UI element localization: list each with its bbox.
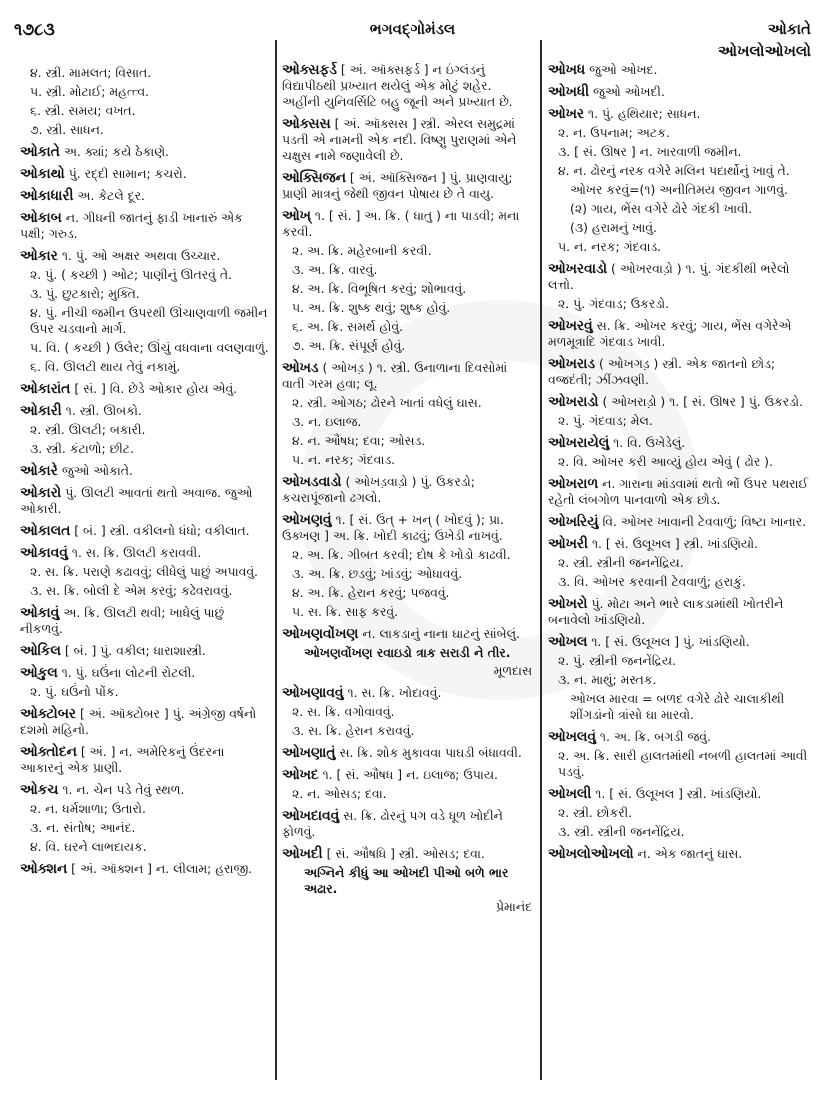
headword: ઓકાલત: [20, 523, 71, 539]
definition: [ બં. ] પું. વકીલ; ધારાશાસ્ત્રી.: [64, 643, 206, 658]
definition: અ. કેટલે દૂર.: [77, 188, 145, 203]
sense: ૨. પું. સ્ત્રીની જનનેંદ્રિય.: [558, 653, 676, 668]
running-title: ભગવદ્ગોમંડલ: [369, 20, 456, 38]
headword: ઓખધી: [548, 84, 590, 100]
headword: ઓખણવોંખણ: [282, 626, 359, 642]
headword: ઓક્સિજન: [282, 170, 346, 186]
dictionary-entry: [282, 360, 532, 468]
definition: [ અં. ઑક્શન ] ન. લીલામ; હરાજી.: [71, 861, 253, 876]
headword: ઓખરાયેલું: [548, 435, 610, 451]
headword: ઓખલવું: [548, 729, 596, 745]
sense: ૨. પું. ગંદવાડ; ઉકરડો.: [558, 296, 670, 311]
entry-main-line: [282, 808, 532, 840]
sense: ૩. અ. ક્રિ. વારવું.: [292, 262, 378, 277]
definition: ૧. સ. ક્રિ. ઊલટી કરાવવી.: [71, 545, 202, 560]
column-3: [548, 62, 810, 868]
dictionary-entry: [548, 394, 810, 429]
entry-main-line: [20, 605, 270, 637]
entry-main-line: [548, 786, 810, 802]
headword: ઓખધ: [548, 62, 586, 78]
dictionary-entry: [20, 545, 270, 599]
dictionary-entry: [20, 381, 270, 397]
definition: [ અં. ઑક્સસ ] સ્ત્રી. એરલ સમુદ્રમાં પડતી એ નામની એક નદી. વિષ્ણુ પુરાણમાં એને ચક્ષુસ નામે જણાવેલી છે.: [282, 116, 517, 163]
headword: ઓકિલ: [20, 643, 61, 659]
sense: ૭. અ. ક્રિ. સંપૂર્ણ હોવું.: [292, 338, 406, 353]
sense: ૭. સ્ત્રી. સાધન.: [30, 122, 104, 137]
dictionary-entry: [282, 808, 532, 840]
sense: ૪. સ્ત્રી. મામલત; વિસાત.: [30, 65, 152, 80]
sense: ૪. ન. ઔષધ; દવા; ઓસડ.: [292, 433, 426, 448]
quotation: અગ્નિને કીધું આ ઓખદી પીઓ બળે ભાર અઢાર.: [304, 865, 509, 896]
entry-main-line: [20, 210, 270, 242]
headword: ઓક્સફર્ડ: [282, 62, 337, 78]
sense: ૨. સ. ક્રિ. વગોવાવવું.: [292, 704, 395, 719]
dictionary-entry: [20, 861, 270, 877]
idiom: (૨) ગાય, ભેંસ વગેરે ઢોરે ગંદકી ખાવી.: [570, 201, 753, 216]
sense: ૩. પું. છુટકારો; મુક્તિ.: [30, 286, 140, 301]
guide-word-last: ઓખલોઓખલો: [717, 42, 811, 60]
entry-main-line: [282, 474, 532, 506]
dictionary-entry: [282, 474, 532, 506]
definition: ૧. સ્ત્રી. ઊબકો.: [65, 403, 142, 418]
entry-main-line: [548, 84, 810, 100]
headword: ઓકાધારી: [20, 188, 74, 204]
headword: ઓક્તોદન: [20, 744, 77, 760]
definition: ૧. પું. ઓ અક્ષર અથવા ઉચ્ચાર.: [61, 248, 221, 263]
quotation-source: પ્રેમાનંદ: [496, 899, 532, 914]
sense: ૩. ન. સંતોષ; આનંદ.: [30, 820, 136, 835]
headword: ઓક્સસ: [282, 116, 331, 132]
sense: ૬. સ્ત્રી. સમય; વખત.: [30, 103, 136, 118]
entry-main-line: [20, 643, 270, 659]
headword: ઓકચ: [20, 782, 59, 798]
dictionary-entry: [20, 605, 270, 637]
dictionary-entry: [548, 435, 810, 470]
definition: અ. ક્રિ. ઊલટી થવી; ખાધેલું પાછું નીકળવું.: [20, 605, 225, 636]
entry-main-line: [282, 512, 532, 544]
column-divider: [275, 40, 277, 1080]
entry-main-line: [548, 729, 810, 745]
headword: ઓકાવવું: [20, 545, 68, 561]
dictionary-entry: [548, 786, 810, 840]
dictionary-entry: [20, 210, 270, 242]
dictionary-entry: [548, 596, 810, 628]
entry-main-line: [282, 745, 532, 761]
definition: ૧. અ. ક્રિ. બગડી જવું.: [599, 729, 711, 744]
definition: ૧. [ સં. ઉલૂખલ ] સ્ત્રી. ખાંડણિયો.: [595, 786, 762, 801]
headword: ઓખણાતું: [282, 745, 336, 761]
sense: ૩. વિ. ઓખર કરવાની ટેવવાળું; હરાકું.: [558, 574, 746, 589]
entry-main-line: [282, 62, 532, 110]
sense: ૩. સ્ત્રી. સ્ત્રીની જનનેંદ્રિય.: [558, 824, 685, 839]
headword: ઓક્ટોબર: [20, 706, 76, 722]
definition: ૧. [ સં. ] અ. ક્રિ. ( ધાતુ ) ના પાડવી; મના કરવી.: [282, 208, 520, 239]
page-header: [0, 0, 825, 70]
definition: ન. ગીધની જાતનું ફાડી ખાનારું એક પક્ષી; ગરુડ.: [20, 210, 243, 241]
sense: ૫. સ્ત્રી. મોટાઈ; મહત્ત્વ.: [30, 84, 149, 99]
definition: [ અં. ] ન. અમેરિકનું ઉંદરના આકારનું એક પ્રાણી.: [20, 744, 225, 775]
entry-main-line: [548, 476, 810, 508]
dictionary-entry: [282, 626, 532, 679]
entry-main-line: [282, 767, 532, 783]
sense: ૪. અ. ક્રિ. વિભૂષિત કરવું; શોભાવવું.: [292, 281, 467, 296]
sense: ૨. સ. ક્રિ. પરાણે કઢાવવું; લીધેલું પાછું અપાવવું.: [30, 564, 258, 579]
definition: ( ઓખડ઼ ) ૧. સ્ત્રી. ઉનાળાના દિવસોમાં વાતી ગરમ હવા; લૂ.: [282, 360, 508, 391]
entry-main-line: [20, 665, 270, 681]
sense: ૪. ન. ઢોરનું નરક વગેરે મલિન પદાર્થોનું ખાવું તે.: [558, 163, 790, 178]
definition: અ. ક્યાં; કયે ઠેકાણે.: [63, 144, 169, 159]
idiom: ઓખર કરવું=(૧) અનીતિમય જીવન ગાળવું.: [570, 182, 788, 197]
entry-main-line: [548, 596, 810, 628]
sense: ૨. ન. ધર્મશાળા; ઉતારો.: [30, 801, 146, 816]
sense: ૨. પું. ( કચ્છી ) ઓટ; પાણીનું ઊતરવું તે.: [30, 267, 232, 282]
headword: ઓખડ: [282, 360, 319, 376]
dictionary-entry: [548, 106, 810, 255]
sense: ૫. ન. નરક; ગંદવાડ.: [292, 452, 396, 467]
definition: [ અં. ઑક્સફર્ડ ] ન ઇંગ્લંડનું વિદ્યાપીઠથી પ્રખ્યાત થયેલું એક મોટું શહેર. અહીંની યુનિવર્સિટિ બહુ જૂની અને પ્રખ્યાત છે.: [282, 62, 513, 109]
definition: ૧. વિ. ઉખેડેલું.: [613, 435, 686, 450]
headword: ઓખ્: [282, 208, 311, 224]
definition: [ અં. ઑક્સિજન ] પું. પ્રાણવાયુ; પ્રાણી માત્રનું જેથી જીવન પોષાય છે તે વાયુ.: [282, 170, 513, 201]
dictionary-entry: [282, 62, 532, 110]
sense: ૨. સ્ત્રી. ઓગઠ; ઢોરને ખાતાં વધેલું ઘાસ.: [292, 395, 482, 410]
sense: ૩. સ્ત્રી. કંટાળો; છીટ.: [30, 441, 134, 456]
definition: ( ઓખડ઼વાડ઼ો ) પું. ઉકરડો; કચરાપૂંજાનો ઢગલો.: [282, 474, 475, 505]
headword: ઓખરિયું: [548, 514, 599, 530]
idiom: ઓખલ મારવા = બળદ વગેરે ઢોરે ચાલાકીથી શીંગડાંનો ત્રાંસો ઘા મારવો.: [570, 691, 785, 722]
dictionary-entry: [548, 261, 810, 312]
dictionary-entry: [548, 846, 810, 862]
dictionary-entry: [282, 170, 532, 202]
quotation-source: મૂળદાસ: [493, 663, 532, 678]
definition: ૧. [ સં. ઉલૂખલ ] સ્ત્રી. ખાંડણિયો.: [591, 536, 759, 551]
sense: ૪. વિ. ઘરને લાભદાયક.: [30, 839, 147, 854]
dictionary-entry: [282, 116, 532, 164]
headword: ઓકાતે: [20, 144, 60, 160]
dictionary-entry: [20, 463, 270, 479]
dictionary-entry: [548, 634, 810, 723]
definition: સ. ક્રિ. ઢોરનું પગ વડે ધૂળ ખોદીને ફોળવું.: [282, 808, 503, 839]
dictionary-entry: [282, 512, 532, 620]
headword: ઓખરાડ: [548, 356, 595, 372]
column-divider: [540, 40, 542, 1080]
definition: પું. ઊલટી આવતાં થતો અવાજ. જુઓ ઓકારી.: [20, 485, 253, 516]
guide-words: [718, 18, 811, 62]
headword: ઓખલોઓખલો: [548, 846, 634, 862]
sense: ૨. સ્ત્રી. સ્ત્રીની જનનેંદ્રિય.: [558, 555, 684, 570]
sense: ૨. અ. ક્રિ. સારી હાલતમાંથી નબળી હાલતમાં આવી પડવું.: [558, 748, 808, 779]
dictionary-entry: [20, 665, 270, 700]
definition: ન. ગારાના માંડવામાં થતો ભોં ઉપર પથરાઈ રહેતો લંબગોળ પાનવાળો એક છોડ.: [548, 476, 809, 507]
definition: ( ઓખરાડ઼ો ) ૧. [ સં. ઊષર ] પું. ઉકરડો.: [602, 394, 803, 409]
definition: [ અં. ઑક્ટોબર ] પું. અંગ્રેજી વર્ષનો દશમો મહિનો.: [20, 706, 257, 737]
definition: સ. ક્રિ. ઓખર કરવું; ગાય, ભેંસ વગેરેએ મળમૂત્રાદિ ગંદવાડ ખાવી.: [548, 318, 792, 349]
dictionary-entry: [20, 643, 270, 659]
entry-main-line: [20, 248, 270, 264]
entry-main-line: [548, 514, 810, 530]
dictionary-entry: [548, 84, 810, 100]
sense: ૨. ન. ઉપનામ; અટક.: [558, 125, 670, 140]
entry-main-line: [282, 685, 532, 701]
definition: જુઓ ઓકાતે.: [61, 463, 133, 478]
headword: ઓખણાવવું: [282, 685, 344, 701]
headword: ઓકુલ: [20, 665, 58, 681]
dictionary-entry: [20, 166, 270, 182]
headword: ઓખરાળ: [548, 476, 599, 492]
column-2: [282, 62, 532, 921]
entry-main-line: [282, 170, 532, 202]
definition: જુઓ ઓખદ.: [589, 62, 658, 77]
dictionary-entry: [20, 65, 270, 138]
dictionary-entry: [20, 706, 270, 738]
sense: ૬. અ. ક્રિ. સમર્થ હોવું.: [292, 319, 403, 334]
entry-main-line: [282, 116, 532, 164]
dictionary-entry: [20, 485, 270, 517]
dictionary-entry: [20, 248, 270, 375]
headword: ઓખણવું: [282, 512, 332, 528]
definition: પું. મોટા અને ભારે લાકડામાંથી ખોતરીને બનાવેલો ખાંડણિયો.: [548, 596, 784, 627]
definition: ન. લાકડાનું નાના ઘાટનું સાંબેલું.: [362, 626, 520, 641]
entry-main-line: [282, 208, 532, 240]
definition: ૧. [ સં. ઔષધ ] ન. ઇલાજ; ઉપાય.: [322, 767, 498, 782]
sense: ૪. પું. નીચી જમીન ઉપરથી ઊંચાણવાળી જમીન ઉપર ચડવાનો માર્ગ.: [30, 305, 268, 336]
headword: ઓકારાંત: [20, 381, 71, 397]
dictionary-entry: [20, 523, 270, 539]
sense: ૪. અ. ક્રિ. હેરાન કરવું; પજવવું.: [292, 585, 450, 600]
definition: પું. રદ્દી સામાન; કચરો.: [68, 166, 187, 181]
definition: [ સં. ] વિ. છેડે ઓકાર હોય એવું.: [74, 381, 238, 396]
headword: ઓખર: [548, 106, 585, 122]
entry-main-line: [282, 846, 532, 862]
sense: ૩. [ સં. ઊષર ] ન. ખારવાળી જમીન.: [558, 144, 742, 159]
definition: ૧. સ. ક્રિ. ખોદાવવું.: [347, 685, 442, 700]
dictionary-entry: [20, 144, 270, 160]
dictionary-entry: [282, 846, 532, 915]
entry-main-line: [548, 106, 810, 122]
dictionary-entry: [20, 188, 270, 204]
sense: ૫. અ. ક્રિ. શુષ્ક થવું; શુષ્ક હોવું.: [292, 300, 451, 315]
headword: ઓખદ: [282, 767, 319, 783]
headword: ઓકાવું: [20, 605, 60, 621]
definition: ૧. [ સં. ઉલૂખલ ] પું. ખાંડણિયો.: [591, 634, 750, 649]
column-1: [20, 62, 270, 883]
entry-main-line: [20, 706, 270, 738]
sense: ૨. સ્ત્રી. ઊલટી; બકારી.: [30, 422, 146, 437]
definition: સ. ક્રિ. શોક મુકાવવા પાઘડી બંધાવવી.: [339, 745, 522, 760]
headword: ઓખરવું: [548, 318, 593, 334]
sense: ૩. ન. માથું; મસ્તક.: [558, 672, 657, 687]
entry-main-line: [548, 435, 810, 451]
definition: વિ. ઓખર ખાવાની ટેવવાળું; વિષ્ટા ખાનાર.: [602, 514, 807, 529]
dictionary-entry: [548, 356, 810, 388]
headword: ઓકાર: [20, 248, 58, 264]
entry-main-line: [20, 861, 270, 877]
definition: ૧. ન. ચેન પડે તેવું સ્થળ.: [62, 782, 185, 797]
sense: ૨. વિ. ઓખર કરી આવ્યું હોય એવું ( ઢોર ).: [558, 454, 773, 469]
entry-main-line: [20, 744, 270, 776]
headword: ઓખરો: [548, 596, 588, 612]
dictionary-entry: [20, 403, 270, 457]
page-number: ૧૭૮૩: [14, 20, 55, 40]
sense: ૫. વિ. ( કચ્છી ) ઉલેર; ઊંચું વધવાના વલણવાળું.: [30, 340, 269, 355]
dictionary-entry: [548, 514, 810, 530]
sense: ૨. સ્ત્રી. છોકરી.: [558, 805, 633, 820]
dictionary-entry: [282, 685, 532, 739]
dictionary-entry: [282, 767, 532, 802]
entry-main-line: [20, 545, 270, 561]
sense: ૬. વિ. ઊલટી થાય તેવું નકામું.: [30, 359, 181, 374]
sense: ૨. પું. ગંદવાડ; મેલ.: [558, 413, 653, 428]
definition: ૧. પું. ઘઉંના લોટની રોટલી.: [61, 665, 196, 680]
dictionary-entry: [548, 318, 810, 350]
dictionary-entry: [282, 745, 532, 761]
sense: ૫. સ. ક્રિ. સાફ કરવું.: [292, 604, 399, 619]
dictionary-entry: [548, 536, 810, 590]
entry-main-line: [20, 166, 270, 182]
entry-main-line: [20, 782, 270, 798]
definition: ન. એક જાતનું ઘાસ.: [637, 846, 743, 861]
sense: ૨. પું. ઘઉંનો પોંક.: [30, 684, 119, 699]
dictionary-entry: [20, 744, 270, 776]
headword: ઓખરવાડો: [548, 261, 608, 277]
entry-main-line: [548, 536, 810, 552]
definition: જુઓ ઓખદી.: [593, 84, 665, 99]
headword: ઓકાબ: [20, 210, 62, 226]
entry-main-line: [20, 403, 270, 419]
entry-main-line: [548, 356, 810, 388]
entry-main-line: [548, 318, 810, 350]
headword: ઓખદી: [282, 846, 323, 862]
entry-main-line: [20, 523, 270, 539]
sense: ૩. સ. ક્રિ. બોલી દે એમ કરવું; કઢેવરાવવું.: [30, 583, 233, 598]
headword: ઓકારે: [20, 463, 58, 479]
sense: ૩. અ. ક્રિ. છડવું; ખાંડવું; ઓધાવવું.: [292, 566, 463, 581]
headword: ઓક્શન: [20, 861, 68, 877]
entry-main-line: [20, 144, 270, 160]
entry-main-line: [548, 634, 810, 650]
dictionary-entry: [548, 729, 810, 780]
sense: ૨. ન. ઓસડ; દવા.: [292, 786, 387, 801]
definition: ૧. પું. હથિયાર; સાધન.: [588, 106, 701, 121]
sense: ૨. અ. ક્રિ. ગીબત કરવી; દોષ કે ખોડો કાઢવી.: [292, 547, 511, 562]
entry-main-line: [20, 463, 270, 479]
headword: ઓખલી: [548, 786, 592, 802]
dictionary-entry: [282, 208, 532, 354]
headword: ઓખલ: [548, 634, 588, 650]
definition: [ બં. ] સ્ત્રી. વકીલનો ધંધો; વકીલાત.: [74, 523, 250, 538]
entry-main-line: [20, 188, 270, 204]
dictionary-entry: [548, 476, 810, 508]
headword: ઓકાથો: [20, 166, 65, 182]
sense: ૩. સ. ક્રિ. હેરાન કરાવવું.: [292, 723, 415, 738]
definition: ૧. [ સં. ઉત્ + ખન્ ( ખોદવું ); પ્રા. ઉક્ખણ ] અ. ક્રિ. ખોદી કાઢવું; ઉખેડી નાખવું.: [282, 512, 504, 543]
entry-main-line: [548, 846, 810, 862]
entry-main-line: [548, 62, 810, 78]
guide-word-first: ઓકાતે: [767, 20, 811, 38]
headword: ઓકારો: [20, 485, 62, 501]
entry-main-line: [548, 394, 810, 410]
definition: [ સં. ઔષધિ ] સ્ત્રી. ઓસડ; દવા.: [326, 846, 485, 861]
definition: ( ઓખરવાડ઼ો ) ૧. પું. ગંદકીથી ભરેલો લત્તો.: [548, 261, 790, 292]
dictionary-entry: [548, 62, 810, 78]
entry-main-line: [282, 626, 532, 642]
dictionary-entry: [20, 782, 270, 855]
quotation: ઓખણવોંખણ રવાઇડો ત્રાક સરાડી ને તીર.: [304, 645, 511, 660]
headword: ઓખડવાડો: [282, 474, 342, 490]
sense: ૫. ન. નરક; ગંદવાડ.: [558, 239, 662, 254]
sense: ૩. ન. ઇલાજ.: [292, 414, 362, 429]
sense: ૨. અ. ક્રિ. મહેરબાની કરવી.: [292, 243, 432, 258]
headword: ઓખરી: [548, 536, 588, 552]
headword: ઓકારી: [20, 403, 62, 419]
entry-main-line: [20, 381, 270, 397]
entry-main-line: [282, 360, 532, 392]
headword: ઓખદાવવું: [282, 808, 340, 824]
headword: ઓખરાડો: [548, 394, 599, 410]
entry-main-line: [20, 485, 270, 517]
entry-main-line: [548, 261, 810, 293]
idiom: (૩) હરામનું ખાવું.: [570, 220, 657, 235]
definition: ( ઓખગડ઼ ) સ્ત્રી. એક જાતનો છોડ; વજ્રદંતી; ઝીંઝવણી.: [548, 356, 776, 387]
